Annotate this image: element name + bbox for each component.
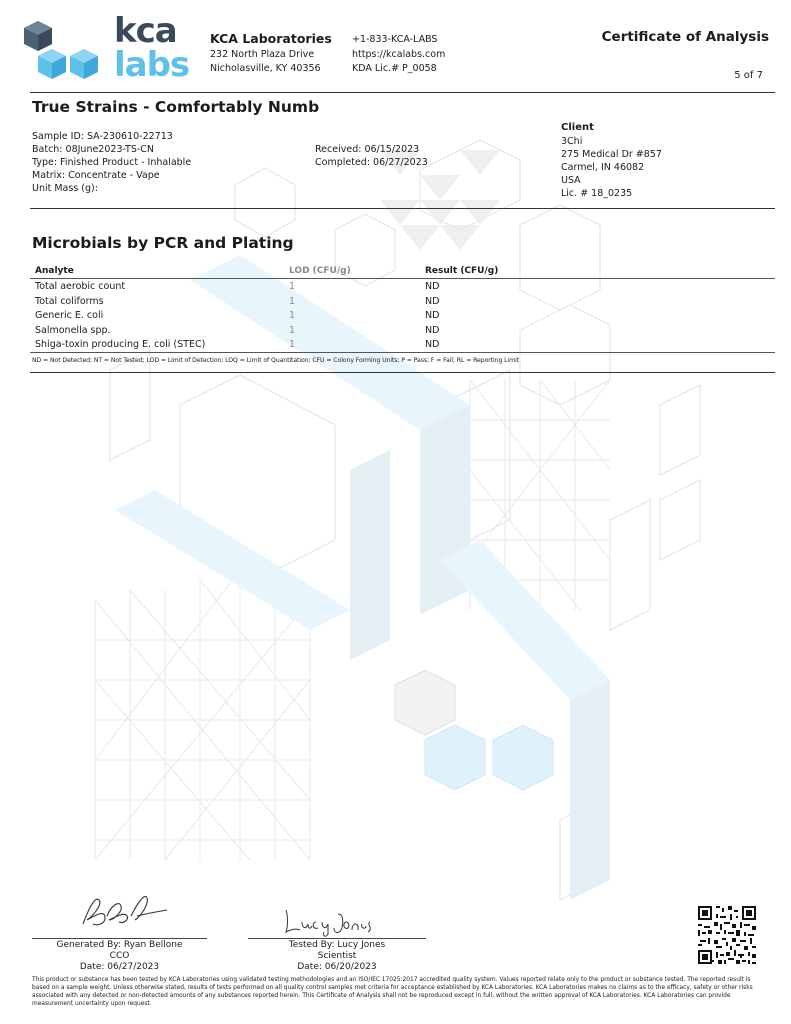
signature-ryan-bellone (75, 886, 175, 936)
logo-text-labs: labs (114, 45, 190, 85)
lod-cell: 1 (289, 339, 296, 350)
table-row: Salmonella spp. (35, 324, 111, 336)
lod-cell: 1 (289, 324, 296, 336)
lab-website: https://kcalabs.com (352, 49, 446, 60)
client-info (561, 135, 662, 200)
generated-by-block (32, 940, 207, 973)
tested-by-date: Date: 06/20/2023 (297, 962, 377, 972)
signature-line-tested (248, 938, 426, 939)
kca-logo-cubes-icon (20, 20, 104, 86)
section-divider (30, 372, 775, 373)
table-row: Total coliforms (35, 295, 104, 307)
result-cell: ND (425, 310, 440, 321)
tested-by-role: Scientist (317, 951, 357, 961)
matrix: Matrix: Concentrate - Vape (32, 170, 160, 181)
generated-by-name: Generated By: Ryan Bellone (56, 940, 183, 950)
lod-cell: 1 (289, 310, 296, 321)
sample-id: Sample ID: SA-230610-22713 (32, 131, 173, 142)
generated-by-date: Date: 06/27/2023 (79, 962, 160, 972)
col-header-result: Result (CFU/g) (425, 266, 499, 276)
abbreviation-note: ND = Not Detected; NT = Not Tested; LOD = Limit of Detection; LOQ = Limit of Quantitation; CFU = Colony Forming Units; P = Pass; F = Fail; RL = Reporting Limit (32, 357, 520, 364)
client-heading: Client (561, 122, 594, 133)
tested-by-block (248, 940, 426, 973)
table-bottom-divider (30, 352, 775, 353)
lod-cell: 1 (289, 295, 296, 307)
product-title: True Strains - Comfortably Numb (32, 98, 320, 116)
received-date: Received: 06/15/2023 (315, 144, 420, 155)
lab-address-line1: 232 North Plaza Drive (210, 49, 315, 60)
result-cell: ND (425, 339, 440, 350)
table-analyte-column (35, 280, 205, 353)
result-cell: ND (425, 324, 440, 336)
table-row: Total aerobic count (35, 281, 126, 292)
qr-code-icon (696, 904, 758, 966)
col-header-analyte: Analyte (35, 266, 74, 276)
signature-line-generated (32, 938, 207, 939)
table-result-column (425, 280, 439, 353)
client-country: USA (561, 175, 581, 186)
client-street: 275 Medical Dr #857 (561, 149, 662, 160)
sample-type: Type: Finished Product - Inhalable (32, 157, 192, 168)
page-number: 5 of 7 (734, 70, 763, 81)
lab-address-line2: Nicholasville, KY 40356 (210, 63, 321, 74)
sample-divider (30, 208, 775, 209)
result-cell: ND (425, 281, 440, 292)
lab-phone: +1-833-KCA-LABS (352, 34, 438, 45)
col-header-lod: LOD (CFU/g) (289, 266, 351, 276)
table-row: Generic E. coli (35, 310, 104, 321)
logo-text-kca: kca (114, 11, 177, 51)
table-row: Shiga-toxin producing E. coli (STEC) (35, 339, 206, 350)
document-title: Certificate of Analysis (601, 29, 769, 45)
table-header-divider (30, 278, 775, 279)
tested-by-name: Tested By: Lucy Jones (288, 940, 386, 950)
header-divider (30, 92, 775, 93)
generated-by-role: CCO (109, 951, 130, 961)
client-license: Lic. # 18_0235 (561, 188, 633, 199)
signature-lucy-jones (280, 900, 380, 938)
client-name: 3Chi (561, 136, 583, 147)
completed-date: Completed: 06/27/2023 (315, 157, 428, 168)
unit-mass: Unit Mass (g): (32, 183, 98, 194)
lab-license: KDA Lic.# P_0058 (352, 63, 437, 74)
batch: Batch: 08June2023-TS-CN (32, 144, 155, 155)
table-lod-column (289, 280, 295, 353)
section-title: Microbials by PCR and Plating (32, 234, 294, 252)
lod-cell: 1 (289, 281, 296, 292)
sample-info (32, 130, 191, 195)
result-cell: ND (425, 295, 440, 307)
lab-name: KCA Laboratories (210, 31, 332, 46)
legal-disclaimer: This product or substance has been tested by KCA Laboratories using validated testing methodologies and an ISO/IEC 17025:2017 accredited quality system. Values reported relate only to the product or substance tested. The reported result is based on a sample weight. Unless otherwise stated, results of tests performed on all quality control samples met criteria for acceptance established by KCA Laboratories. KCA Laboratories makes no claims as to the efficacy, safety or other risks associated with any detected or non-detected amounts of any substances reported herein. This Certificate of Analysis shall not be reproduced except in full, without the written approval of KCA Laboratories. KCA Laboratories can provide measurement uncertainty upon request. (32, 977, 753, 1007)
dates-info (315, 143, 428, 169)
client-city: Carmel, IN 46082 (561, 162, 645, 173)
